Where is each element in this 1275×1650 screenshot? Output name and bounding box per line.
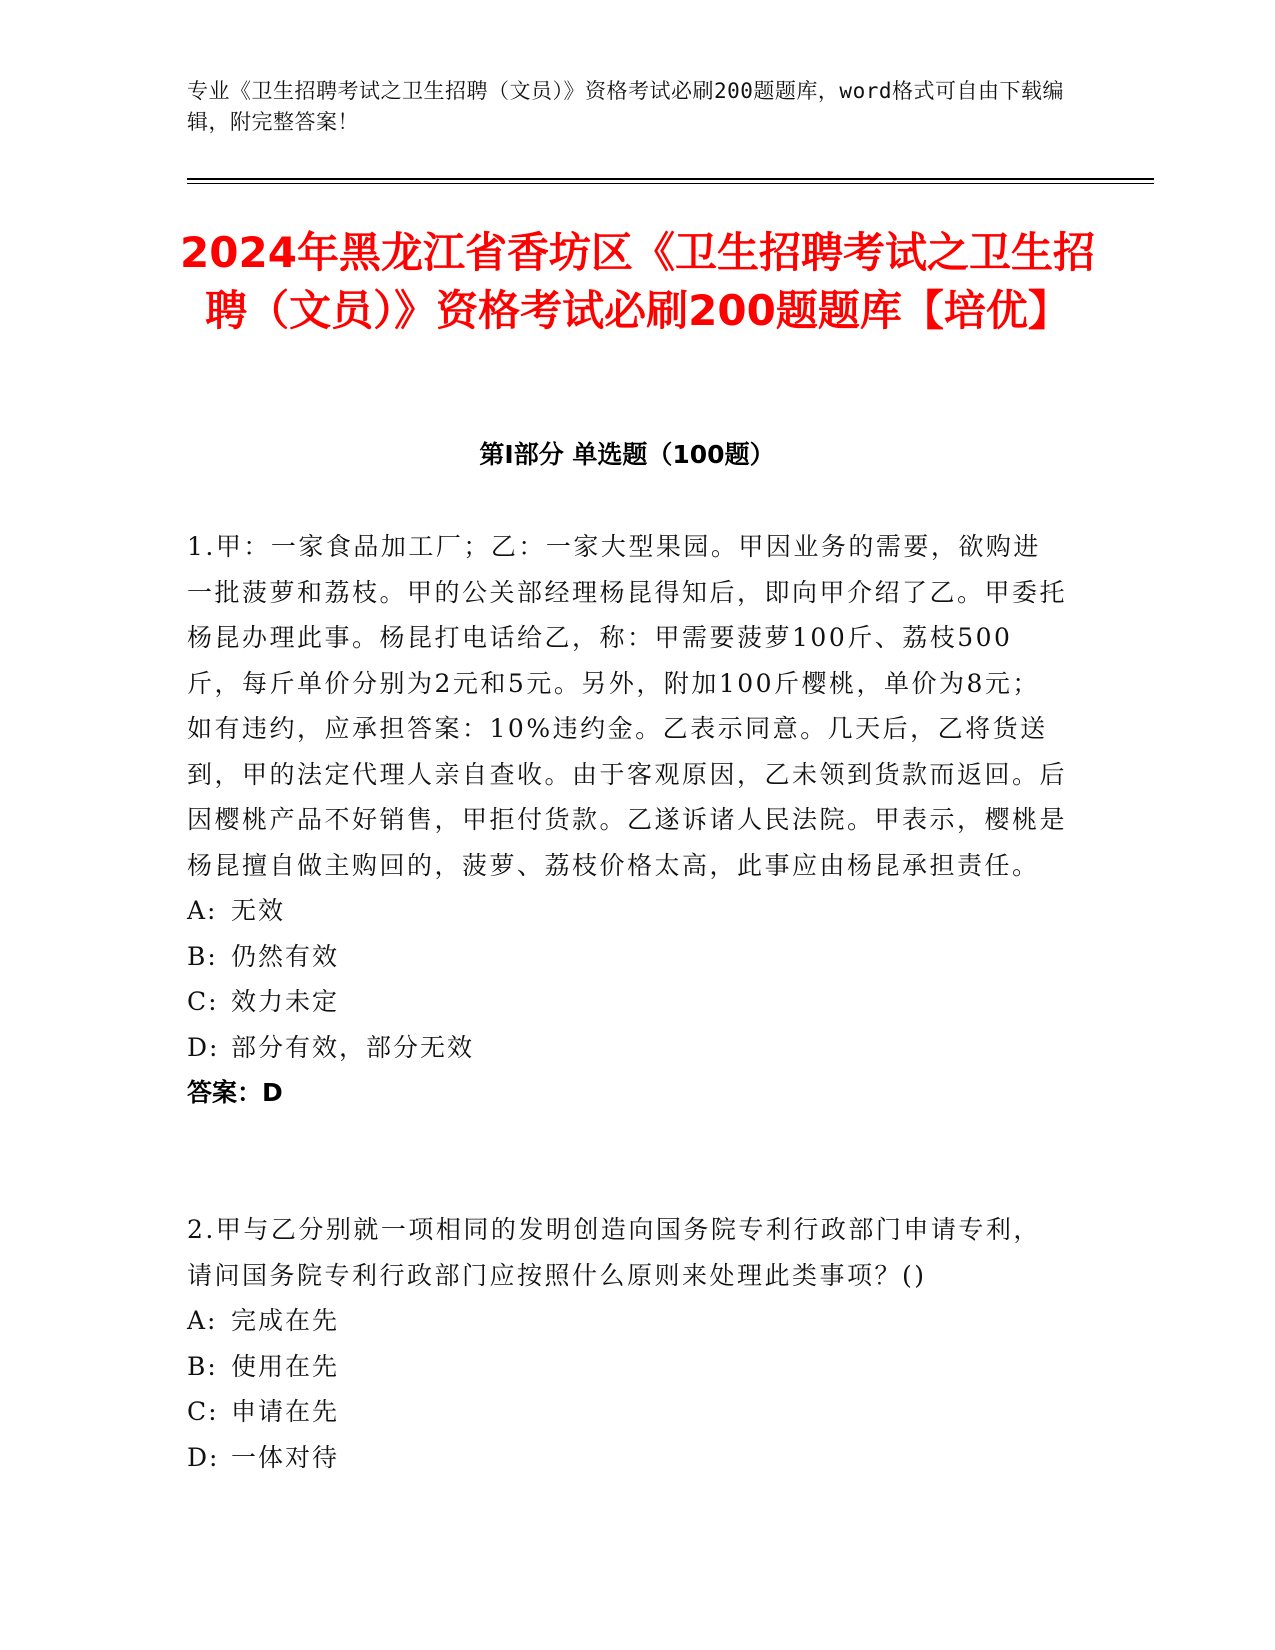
option-list: [187, 888, 1067, 1070]
option-list: [187, 1298, 1067, 1480]
option-c: [187, 979, 1067, 1025]
option-d: [187, 1025, 1067, 1071]
option-text: 效力未定: [231, 987, 340, 1016]
option-b: [187, 1344, 1067, 1390]
option-a: [187, 1298, 1067, 1344]
option-label: A:: [187, 1306, 218, 1335]
option-label: C:: [187, 1397, 219, 1426]
option-label: B:: [187, 1351, 218, 1381]
option-text: 使用在先: [231, 1351, 340, 1381]
section-heading: 第I部分 单选题（100题）: [479, 440, 775, 469]
question-stem: 2.甲与乙分别就一项相同的发明创造向国务院专利行政部门申请专利，请问国务院专利行政部门应按照什么原则来处理此类事项？(): [187, 1215, 1041, 1290]
option-label: B:: [187, 941, 218, 971]
question-stem: 1.甲：一家食品加工厂；乙：一家大型果园。甲因业务的需要，欲购进一批菠萝和荔枝。甲的公关部经理杨昆得知后，即向甲介绍了乙。甲委托杨昆办理此事。杨昆打电话给乙，称：甲需要菠萝100斤、荔枝500斤，每斤单价分别为2元和5元。另外，附加100斤樱桃，单价为8元；如有违约，应承担答案：10%违约金。乙表示同意。几天后，乙将货送到，甲的法定代理人亲自查收。由于客观原因，乙未领到货款而返回。后因樱桃产品不好销售，甲拒付货款。乙遂诉诸人民法院。甲表示，樱桃是杨昆擅自做主购回的，菠萝、荔枝价格太高，此事应由杨昆承担责任。: [187, 532, 1068, 880]
question-2: [187, 1207, 1067, 1480]
answer-line: 答案：D: [187, 1078, 283, 1107]
header-rule-thin: [187, 183, 1154, 184]
option-label: C:: [187, 987, 219, 1016]
option-label: D:: [187, 1032, 220, 1062]
option-text: 部分有效，部分无效: [231, 1032, 475, 1062]
header-rule-thick: [187, 178, 1154, 180]
option-d: [187, 1435, 1067, 1481]
option-text: 申请在先: [231, 1397, 340, 1426]
document-title: 2024年黑龙江省香坊区《卫生招聘考试之卫生招聘（文员）》资格考试必刷200题题库【培优】: [180, 228, 1095, 335]
header-note: 专业《卫生招聘考试之卫生招聘（文员）》资格考试必刷200题题库，word格式可自由下载编辑，附完整答案！: [187, 79, 1064, 134]
option-text: 一体对待: [231, 1442, 340, 1472]
option-a: [187, 888, 1067, 934]
option-text: 无效: [231, 896, 286, 925]
question-1: [187, 524, 1067, 1116]
option-text: 完成在先: [231, 1306, 340, 1335]
option-label: D:: [187, 1442, 220, 1472]
option-b: [187, 934, 1067, 980]
option-c: [187, 1389, 1067, 1435]
option-text: 仍然有效: [231, 941, 340, 971]
option-label: A:: [187, 896, 218, 925]
